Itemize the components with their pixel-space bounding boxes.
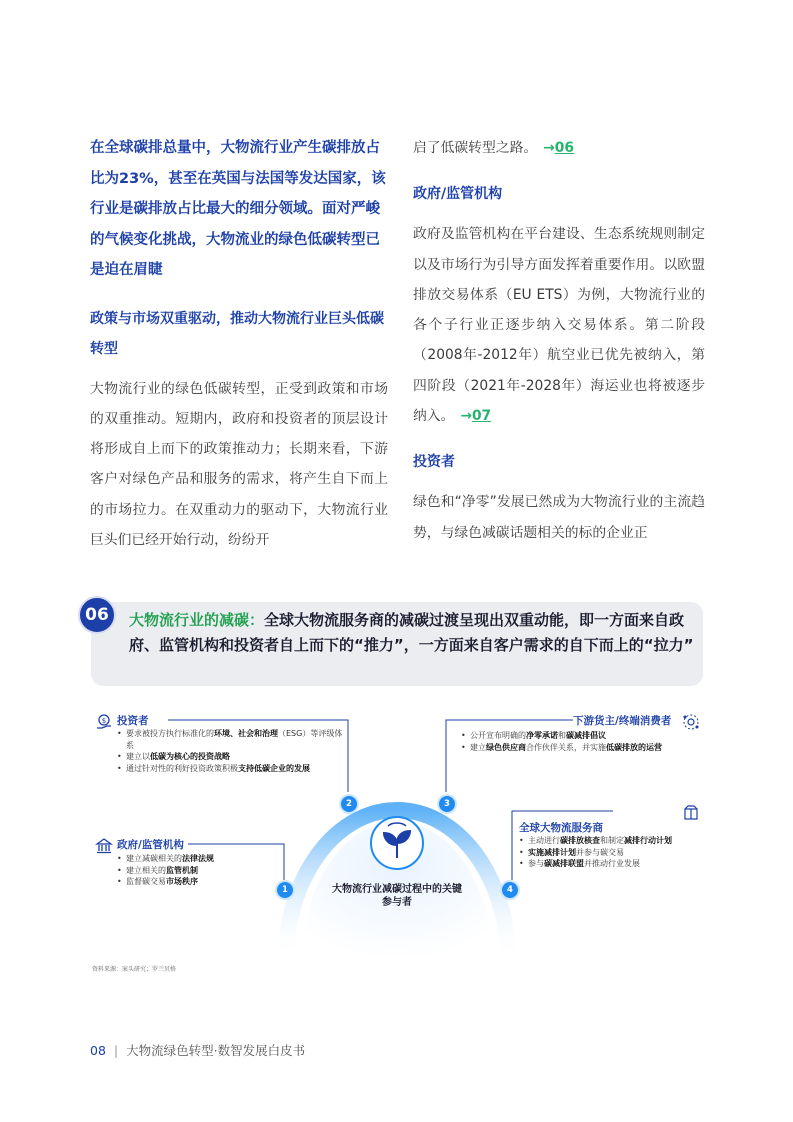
lead-paragraph: 在全球碳排总量中，大物流行业产生碳排放占比为23%，甚至在英国与法国等发达国家，该行业是碳排放占比最大的细分领域。面对严峻的气候变化挑战，大物流业的绿色低碳转型已是迫在眉睫 [90, 140, 386, 278]
body-paragraph-investors: 绿色和“净零”发展已然成为大物流行业的主流趋势，与绿色减碳话题相关的标的企业正 [413, 494, 705, 541]
figure-callout [91, 602, 703, 686]
coin-hand-icon [95, 713, 113, 731]
gov-list [117, 853, 287, 888]
section-heading-investors: 投资者 [413, 454, 455, 471]
providers-list [519, 835, 719, 870]
figure-caption [129, 608, 695, 658]
node-2: 2 [339, 794, 359, 814]
arrow-right-icon: → [460, 408, 472, 425]
section-heading-dual-drive: 政策与市场双重驱动，推动大物流行业巨头低碳转型 [90, 310, 384, 357]
figure-caption-highlight: 大物流行业的减碳： [129, 611, 265, 629]
gov-title: 政府/监管机构 [117, 839, 184, 851]
government-building-icon [95, 837, 113, 855]
node-3: 3 [437, 794, 457, 814]
publication-title: 大物流绿色转型·数智发展白皮书 [126, 1043, 306, 1058]
page-footer [90, 1041, 305, 1059]
consumer-network-icon [682, 713, 700, 731]
list-item: • 要求被投方执行标准化的环境、社会和治理（ESG）等评级体系 [117, 728, 347, 751]
body-paragraph-government: 政府及监管机构在平台建设、生态系统规则制定以及市场行为引导方面发挥着重要作用。以欧盟排放交易体系（EU ETS）为例，大物流行业的各个子行业正逐步纳入交易体系。第二阶段（2008年-2012年）航空业已优先被纳入，第四阶段（2021年-2028年）海运业也将被逐步纳入。 →07 [413, 226, 705, 425]
diagram-center-label: 大物流行业减碳过程中的关键参与者 [332, 884, 462, 908]
figure-number-badge: 06 [78, 596, 116, 634]
list-item: • 主动进行碳排放核查和制定减排行动计划 [519, 835, 719, 847]
list-item: • 建立以低碳为核心的投资战略 [117, 751, 347, 763]
list-item: • 建立相关的监管机制 [117, 865, 287, 877]
list-item: • 建立减碳相关的法律法规 [117, 853, 287, 865]
body-paragraph-continued: 启了低碳转型之路。 →06 [413, 140, 574, 156]
left-column [90, 133, 388, 571]
list-item: • 通过针对性的利好投资政策积极支持低碳企业的发展 [117, 763, 347, 775]
list-item: • 建立绿色供应商合作伙伴关系，并实施低碳排放的运营 [461, 742, 701, 754]
node-4: 4 [500, 880, 520, 900]
right-column [413, 133, 705, 564]
consumers-title: 下游货主/终端消费者 [573, 715, 672, 727]
investors-list [117, 728, 347, 774]
list-item: • 监督碳交易市场秩序 [117, 876, 287, 888]
figure-ref-06[interactable]: →06 [543, 140, 574, 156]
figure-ref-07[interactable]: →07 [460, 408, 492, 425]
figure-caption-text: 全球大物流服务商的减碳过渡呈现出双重动能，即一方面来自政府、监管机构和投资者自上而下的“推力”，一方面来自客户需求的自下而上的“拉力” [129, 611, 694, 654]
list-item: • 公开宣布明确的净零承诺和碳减排倡议 [461, 730, 701, 742]
node-1: 1 [275, 880, 295, 900]
list-item: • 实施减排计划并参与碳交易 [519, 847, 719, 859]
page-number: 08 [90, 1043, 106, 1058]
footer-separator: | [113, 1043, 119, 1058]
body-paragraph-dual-drive: 大物流行业的绿色低碳转型，正受到政策和市场的双重推动。短期内，政府和投资者的顶层设计将形成自上而下的政策推动力；长期来看，下游客户对绿色产品和服务的需求，将产生自下而上的市场拉力。在双重动力的驱动下，大物流行业巨头们已经开始行动，纷纷开 [90, 380, 388, 548]
svg-text:$: $ [101, 717, 107, 725]
section-heading-government: 政府/监管机构 [413, 186, 503, 203]
list-item: • 参与碳减排联盟并推动行业发展 [519, 858, 719, 870]
investors-title: 投资者 [117, 715, 149, 727]
logistics-box-icon [682, 804, 700, 822]
source-note: 资料来源：案头研究；罗兰贝格 [92, 966, 177, 973]
stakeholder-diagram [0, 700, 793, 960]
providers-title: 全球大物流服务商 [519, 822, 603, 834]
arrow-right-icon: → [543, 140, 555, 156]
consumers-list [461, 730, 701, 753]
